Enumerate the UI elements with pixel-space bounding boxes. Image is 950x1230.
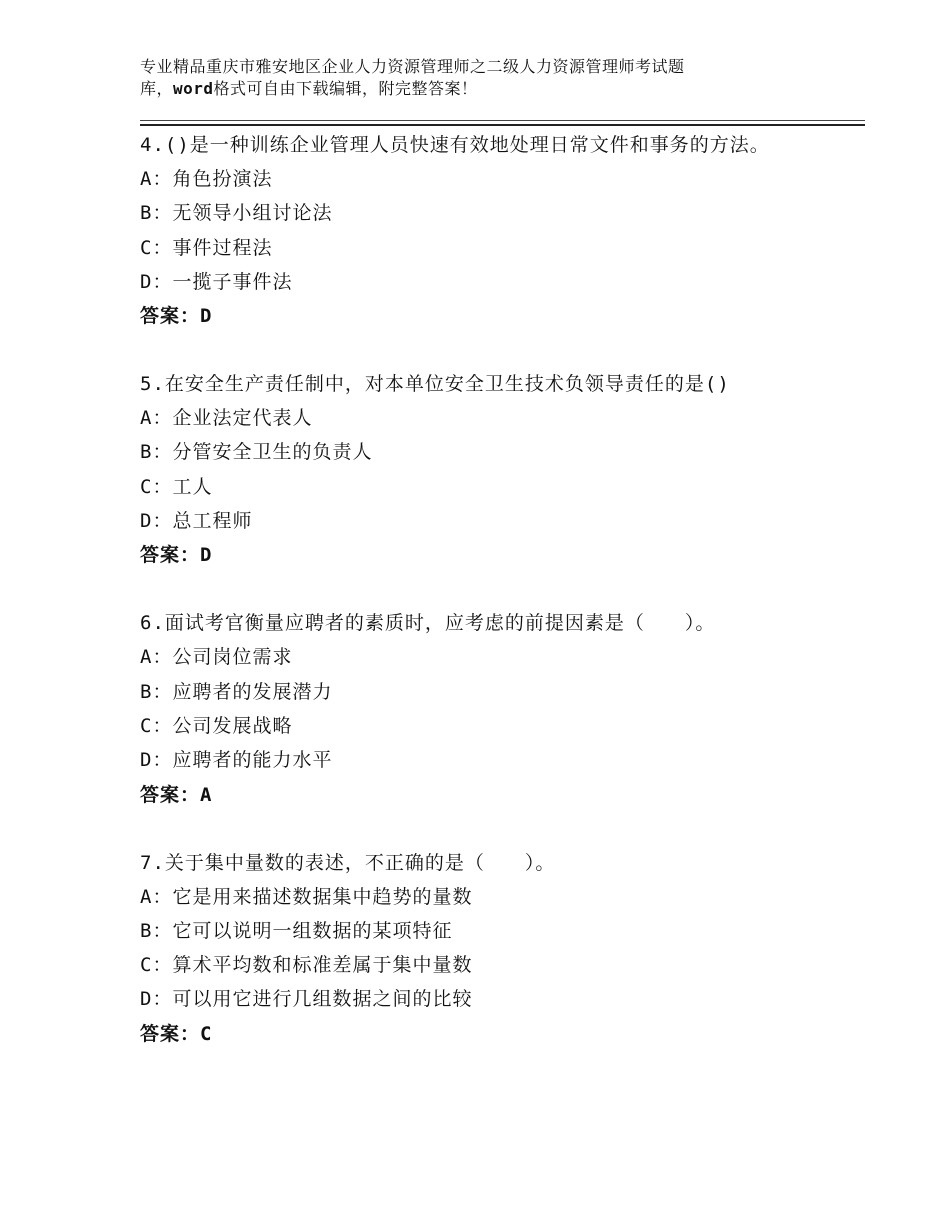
- option-a: A：企业法定代表人: [140, 407, 313, 430]
- question-text: 6.面试考官衡量应聘者的素质时，应考虑的前提因素是（ ）。: [140, 612, 716, 635]
- answer-line: 答案：A: [140, 783, 213, 806]
- question-4: [140, 128, 780, 333]
- option-b: B：分管安全卫生的负责人: [140, 441, 373, 464]
- option-a: A：它是用来描述数据集中趋势的量数: [140, 885, 473, 908]
- option-b: B：应聘者的发展潜力: [140, 680, 333, 703]
- answer-line: 答案：C: [140, 1022, 213, 1045]
- document-header: [140, 56, 790, 100]
- option-c: C：公司发展战略: [140, 714, 293, 737]
- question-text: 5.在安全生产责任制中，对本单位安全卫生技术负领导责任的是(): [140, 373, 730, 396]
- answer-line: 答案：D: [140, 305, 213, 328]
- option-d: D：可以用它进行几组数据之间的比较: [140, 988, 473, 1011]
- option-c: C：事件过程法: [140, 236, 273, 259]
- option-d: D：应聘者的能力水平: [140, 749, 333, 772]
- option-b: B：它可以说明一组数据的某项特征: [140, 919, 453, 942]
- header-line-2-suffix: 格式可自由下载编辑，附完整答案！: [213, 79, 478, 98]
- question-7: [140, 846, 780, 1051]
- option-a: A：公司岗位需求: [140, 646, 293, 669]
- option-a: A：角色扮演法: [140, 168, 273, 190]
- question-6: [140, 606, 780, 811]
- option-b: B：无领导小组讨论法: [140, 202, 333, 225]
- question-text: 7.关于集中量数的表述，不正确的是（ ）。: [140, 851, 556, 874]
- question-5: [140, 367, 780, 572]
- question-list: [140, 128, 780, 1051]
- header-divider-thin: [140, 120, 865, 121]
- option-c: C：工人: [140, 475, 213, 498]
- option-d: D：一揽子事件法: [140, 270, 293, 293]
- question-text: 4.()是一种训练企业管理人员快速有效地处理日常文件和事务的方法。: [140, 134, 770, 156]
- header-divider-thick: [140, 124, 865, 126]
- header-line-2-bold: word: [173, 79, 214, 98]
- header-line-2-prefix: 库，: [140, 79, 174, 98]
- header-line-2: [140, 78, 790, 100]
- header-line-1: 专业精品重庆市雅安地区企业人力资源管理师之二级人力资源管理师考试题: [140, 57, 685, 76]
- answer-line: 答案：D: [140, 544, 213, 567]
- option-c: C：算术平均数和标准差属于集中量数: [140, 954, 473, 977]
- option-d: D：总工程师: [140, 510, 253, 533]
